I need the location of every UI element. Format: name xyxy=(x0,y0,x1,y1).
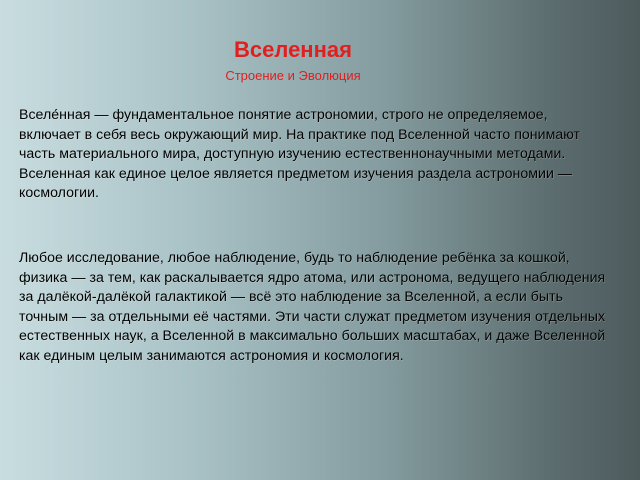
paragraph-observation: Любое исследование, любое наблюдение, будь то наблюдение ребёнка за кошкой, физика — за тем, как раскалывается ядро атома, или астронома, ведущего наблюдения за далёкой-далёкой галактикой — всё это наблюдение за Вселенной, а если быть точным — за отдельными её частями. Эти части служат предметом изучения отдельных естественных наук, а Вселенной в максимально больших масштабах, и даже Вселенной как единым целым занимаются астрономия и космология. xyxy=(19,250,606,364)
slide-title: Вселенная xyxy=(234,37,352,62)
paragraph-definition: Вселе́нная — фундаментальное понятие астрономии, строго не определяемое, включает в себя весь окружающий мир. На практике под Вселенной часто понимают часть материального мира, доступную изучению естественнонаучными методами. Вселенная как единое целое является предметом изучения раздела астрономии — космологии. xyxy=(19,107,581,201)
slide-subtitle: Строение и Эволюция xyxy=(225,68,361,83)
